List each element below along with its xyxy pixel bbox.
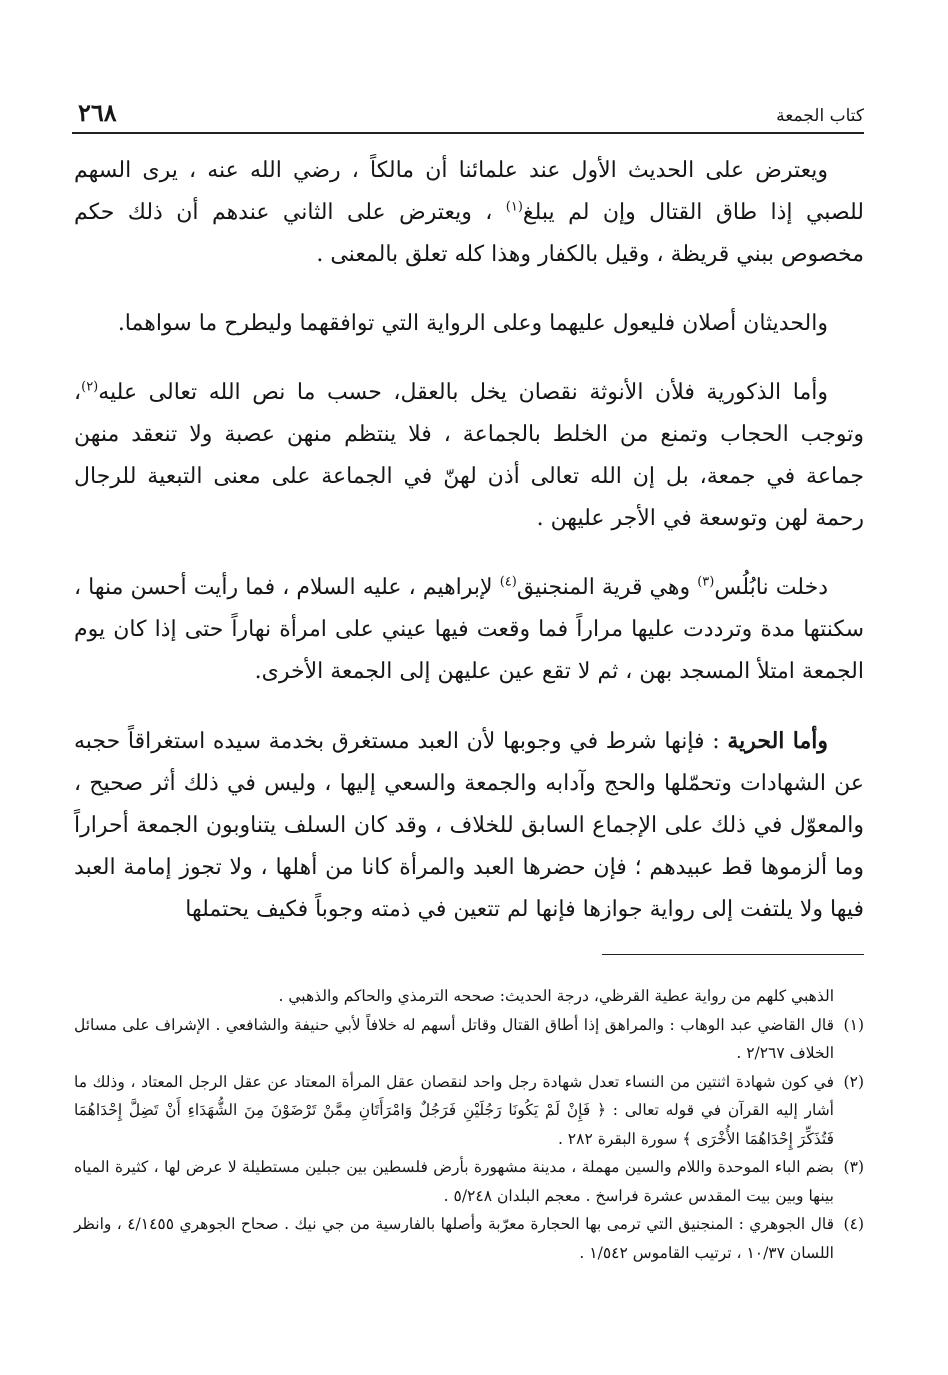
footnote-3 <box>74 1153 864 1210</box>
footnote-3-text: بضم الباء الموحدة واللام والسين مهملة ، مدينة مشهورة بأرض فلسطين بين جبلين مستطيلة لا عرض لها ، كثيرة المياه بينها وبين بيت المقدس عشرة فراسخ . معجم البلدان ٥/٢٤٨ . <box>74 1158 834 1205</box>
footnote-2 <box>74 1068 864 1154</box>
paragraph-5-text: : فإنها شرط في وجوبها لأن العبد مستغرق بخدمة سيده استغراقاً حجبه عن الشهادات وتحمّلها والحج وآدابه والجمعة والسعي إليها ، وليس في ذلك أثر صحيح ، والمعوّل في ذلك على الإجماع السابق للخلاف ، وقد كان السلف يتناوبون الجمعة أحراراً وما ألزموها قط عبيدهم ؛ فإن حضرها العبد والمرأة كانا من أهلها ، ولا تجوز إمامة العبد فيها ولا يلتفت إلى رواية جوازها فإنها لم تتعين في ذمته وجوباً فكيف يحتملها <box>74 729 864 922</box>
page-number: ٢٦٨ <box>78 98 117 127</box>
footnote-continuation: الذهبي كلهم من رواية عطية القرظي، درجة الحديث: صححه الترمذي والحاكم والذهبي . <box>278 987 834 1005</box>
footnote-1-number: (١) <box>843 1015 864 1034</box>
paragraph-1-text-b: ، ويعترض على الثاني عندهم أن ذلك حكم مخصوص ببني قريظة ، وقيل بالكفار وهذا كله تعلق بالمعنى . <box>74 200 864 267</box>
footnote-1 <box>74 1011 864 1068</box>
footnote-3-number: (٣) <box>843 1158 864 1176</box>
footnote-1-text: قال القاضي عبد الوهاب : والمراهق إذا أطاق القتال وقاتل أسهم له خلافاً لأبي حنيفة والشافعي . الإشراف على مسائل الخلاف ٢/٢٦٧ . <box>74 1015 834 1062</box>
paragraph-2 <box>74 303 864 345</box>
chapter-title: كتاب الجمعة <box>776 106 864 126</box>
paragraph-3-text-a: وأما الذكورية فلأن الأنوثة نقصان يخل بالعقل، حسب ما نص الله تعالى عليه <box>98 380 828 405</box>
footnote-2-text: في كون شهادة اثنتين من النساء تعدل شهادة رجل واحد لنقصان عقل المرأة المعتاد عن عقل الرجل المعتاد ، وذلك ما أشار إليه القرآن في قوله تعالى : ﴿ فَإِنْ لَمْ يَكُونَا رَجُلَيْنِ فَرَجُلٌ وَامْرَأَتَانِ مِمَّنْ تَرْضَوْنَ مِنَ الشُّهَدَاءِ أَنْ تَضِلَّ إِحْدَاهُمَا فَتُذَكِّرَ إِحْدَاهُمَا الأُخْرَى ﴾ سورة البقرة ٢٨٢ . <box>74 1072 834 1148</box>
paragraph-4-text-c: لإبراهيم ، عليه السلام ، فما رأيت أحسن منها ، سكنتها مدة وترددت عليها مراراً فما وقعت فيها عيني على امرأة نهاراً حتى إذا كان يوم الجمعة امتلأ المسجد بهن ، ثم لا تقع عين عليهن إلى الجمعة الأخرى. <box>74 575 864 684</box>
paragraph-3-text-b: ، وتوجب الحجاب وتمنع من الخلط بالجماعة ، فلا ينتظم منهن عصبة ولا تنعقد منهن جماعة في جمعة، بل إن الله تعالى أذن لهنّ في الجماعة على معنى التبعية للرجال رحمة لهن وتوسعة في الأجر عليهن . <box>74 380 864 531</box>
footnote-4-text: قال الجوهري : المنجنيق التي ترمى بها الحجارة معرّبة وأصلها بالفارسية من جي نيك . صحاح الجوهري ٤/١٤٥٥ ، وانظر اللسان ١٠/٣٧ ، ترتيب القاموس ١/٥٤٢ . <box>74 1215 834 1262</box>
paragraph-4-text-b: وهي قرية المنجنيق <box>516 575 698 600</box>
footnote-mark-1: (١) <box>505 199 523 215</box>
running-header <box>72 92 864 134</box>
footnote-mark-3: (٣) <box>697 574 715 590</box>
footnote-mark-4: (٤) <box>499 574 517 590</box>
footnote-4-number: (٤) <box>843 1215 864 1233</box>
footnote-4 <box>74 1210 864 1267</box>
footnote-2-number: (٢) <box>843 1072 864 1091</box>
footnotes <box>74 982 864 1267</box>
footnote-separator <box>602 954 864 955</box>
paragraph-1-text-a: ويعترض على الحديث الأول عند علمائنا أن مالكاً ، رضي الله عنه ، يرى السهم للصبي إذا طاق القتال وإن لم يبلغ <box>74 158 864 225</box>
paragraph-4-text-a: دخلت نابُلُس <box>714 575 828 600</box>
paragraph-5 <box>74 720 864 931</box>
paragraph-1 <box>74 150 864 276</box>
paragraph-3 <box>74 372 864 540</box>
paragraph-4 <box>74 567 864 693</box>
footnote-mark-2: (٢) <box>81 379 99 395</box>
paragraph-5-lead: وأما الحرية <box>727 728 828 754</box>
paragraph-2-text: والحديثان أصلان فليعول عليهما وعلى الرواية التي توافقهما وليطرح ما سواهما. <box>117 311 828 336</box>
main-text <box>74 150 864 931</box>
